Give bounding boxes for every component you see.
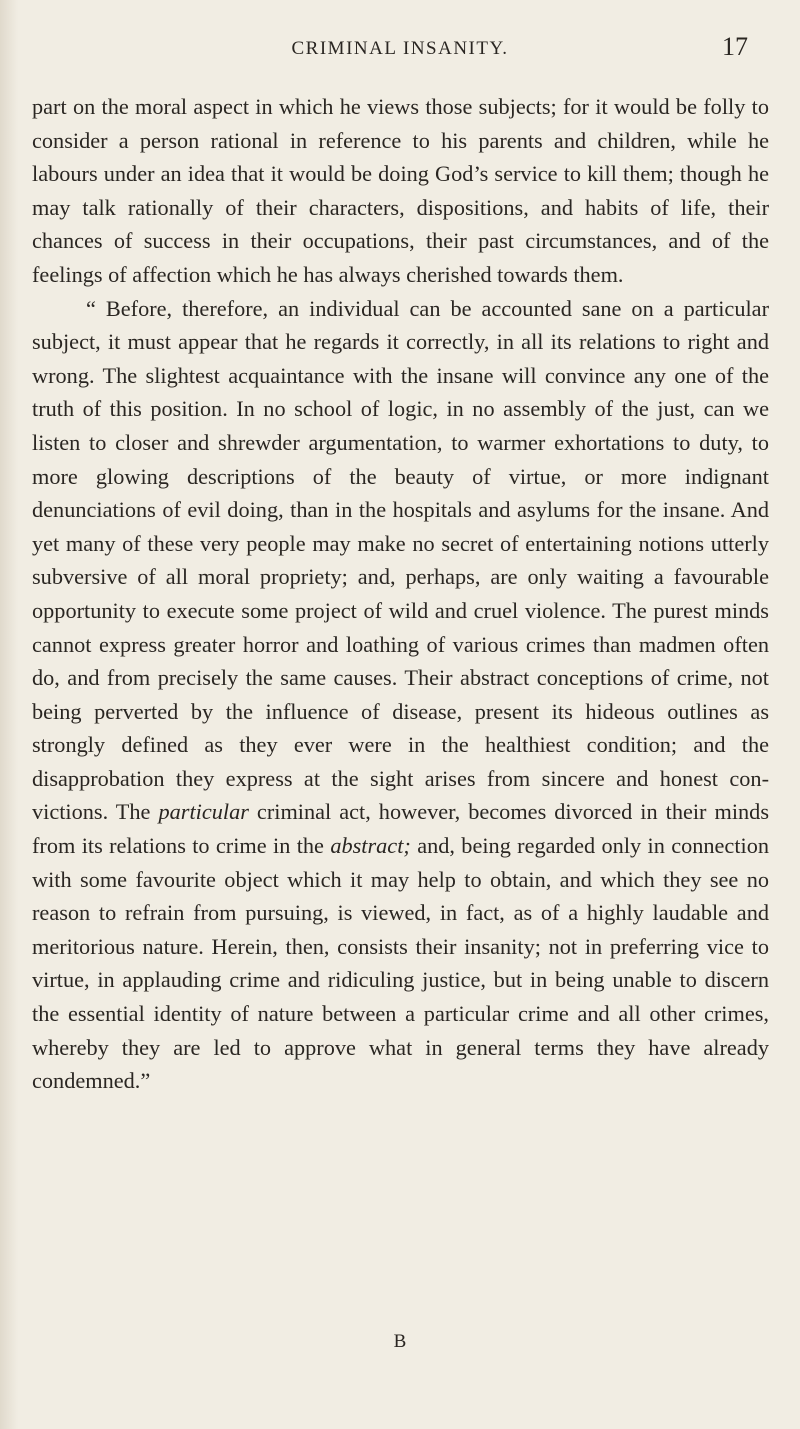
paragraph-2-part-3: and, being regarded only in connection with some favourite object which it may help to obtain, and which they see no reason to refrain from pursuing, is viewed, in fact, as of a highly laudable and meritorious nature. Herein, then, consists their insanity; not in preferring vice to virtue, in applauding crime and ridiculing justice, but in being unable to discern the essential identity of nature between a particular crime and all other crimes, whereby they are led to approve what in general terms they have already condemned.”: [32, 833, 770, 1094]
signature-mark: B: [393, 1331, 407, 1352]
paragraph-2-part-2: criminal act, however, becomes divorced in their minds from its relations to crime in the: [32, 799, 770, 859]
emphasis-abstract: abstract;: [330, 833, 411, 859]
page-header: [0, 34, 800, 70]
paragraph-1: part on the moral aspect in which he views those subjects; for it would be folly to consider a person rational in reference to his parents and children, while he labours under an idea that it would be doing God’s service to kill them; though he may talk rationally of their characters, dispositions, and habits of life, their chances of success in their occupations, their past circumstances, and of the feelings of affection which he has always cherished towards them.: [32, 94, 769, 287]
emphasis-particular: particular: [158, 799, 249, 825]
page-number: 17: [722, 32, 748, 61]
paragraph-2-part-1: “ Before, therefore, an individual can be accounted sane on a particular subject, it must appear that he regards it correctly, in all its relations to right and wrong. The slightest acquaintance with the insane will convince any one of the truth of this position. In no school of logic, in no assembly of the just, can we listen to closer and shrewder argumentation, to warmer exhortations to duty, to more glowing descriptions of the beauty of virtue, or more indignant denunciations of evil doing, than in the hospitals and asylums for the insane. And yet many of these very people may make no secret of entertaining notions utterly subversive of all moral propriety; and, perhaps, are only waiting a favourable opportunity to execute some project of wild and cruel violence. The purest minds cannot express greater horror and loathing of various crimes than madmen often do, and from precisely the same causes. Their abstract conceptions of crime, not being perverted by the influence of disease, present its hideous outlines as strongly defined as they ever were in the healthiest condition; and the disapprobation they express at the sight arises from sincere and honest convictions. The: [32, 295, 769, 825]
running-head: CRIMINAL INSANITY.: [291, 38, 509, 59]
paragraph-2: [32, 292, 769, 1098]
body-text: [32, 90, 769, 1098]
